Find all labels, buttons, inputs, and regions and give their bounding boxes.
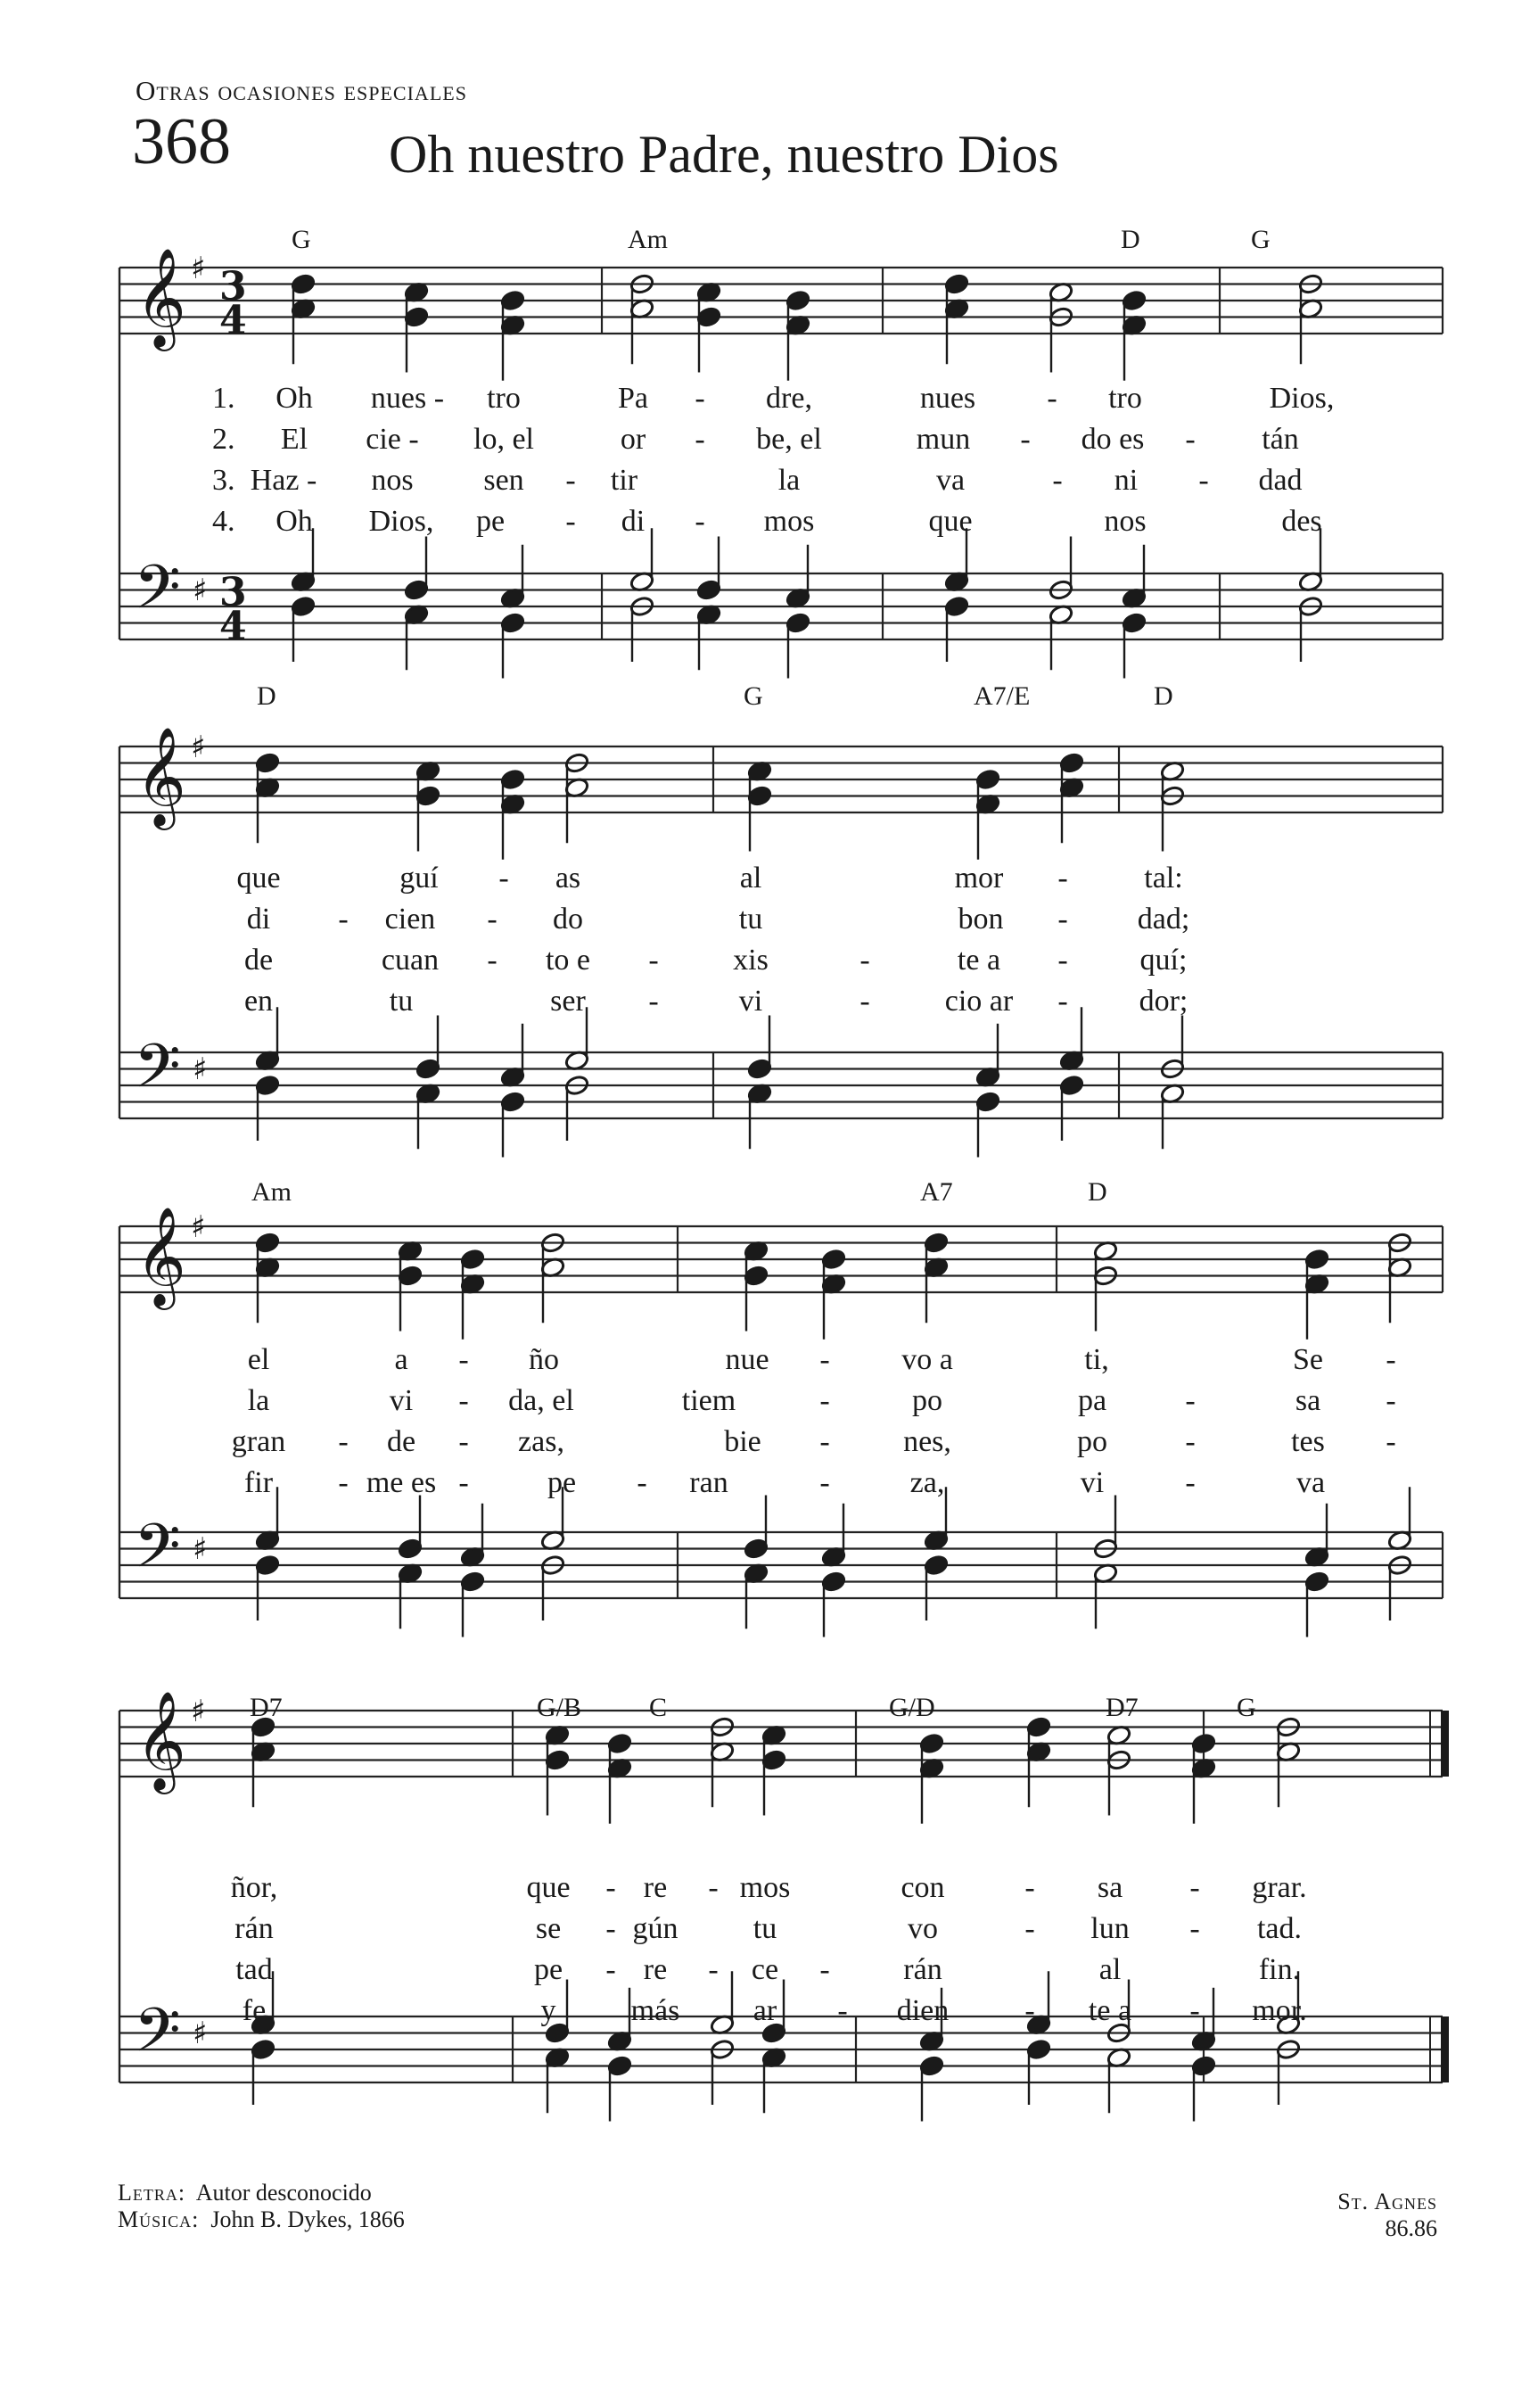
lyric-syllable: dien	[896, 1994, 950, 2027]
final-barline	[1441, 1711, 1449, 1777]
musica-value: John B. Dykes, 1866	[210, 2206, 405, 2232]
lyric-syllable: -	[1047, 382, 1057, 415]
lyric-syllable: vo a	[901, 1343, 953, 1376]
lyric-syllable: -	[565, 464, 576, 497]
bass-clef: 𝄢	[134, 1996, 181, 2081]
lyric-syllable: -	[819, 1953, 830, 1986]
lyric-syllable: -	[1185, 423, 1196, 456]
lyric-syllable: Oh	[276, 382, 313, 415]
lyric-syllable: fe	[242, 1994, 267, 2027]
lyric-syllable: El	[280, 423, 308, 456]
lyric-syllable: tir	[610, 464, 638, 497]
lyric-syllable: gran	[231, 1425, 286, 1458]
lyric-syllable: dad;	[1137, 903, 1190, 936]
lyric-syllable: di	[246, 903, 271, 936]
lyric-syllable: do	[553, 903, 583, 936]
lyric-syllable: ran	[689, 1466, 728, 1499]
lyric-syllable: -	[1198, 464, 1209, 497]
lyric-syllable: ti,	[1084, 1343, 1109, 1376]
lyric-syllable: a	[394, 1343, 408, 1376]
letra-label: Letra:	[118, 2180, 186, 2206]
lyric-syllable: va	[1295, 1466, 1326, 1499]
verse-number-1: 1.	[212, 382, 235, 415]
lyric-syllable: al	[1098, 1953, 1122, 1986]
lyric-syllable: que	[526, 1871, 571, 1904]
verse-number-3: 3.	[212, 464, 235, 497]
lyric-syllable: -	[708, 1871, 719, 1904]
lyric-syllable: rán	[903, 1953, 942, 1986]
lyric-syllable: nues	[919, 382, 976, 415]
lyric-syllable: vi	[738, 985, 763, 1018]
lyric-syllable: pa	[1077, 1384, 1107, 1417]
lyric-syllable: -	[1185, 1466, 1196, 1499]
lyric-syllable: Dios,	[1269, 382, 1335, 415]
section-title: Otras ocasiones especiales	[136, 75, 467, 106]
lyric-syllable: -	[1386, 1425, 1396, 1458]
key-signature-sharp: ♯	[191, 1209, 206, 1245]
lyric-syllable: dad	[1258, 464, 1303, 497]
lyric-syllable: -	[637, 1466, 647, 1499]
lyric-syllable: -	[458, 1466, 469, 1499]
lyric-syllable: zas,	[518, 1425, 564, 1458]
lyric-syllable: tán	[1262, 423, 1299, 456]
key-signature-sharp: ♯	[193, 1531, 208, 1567]
lyric-syllable: -	[695, 382, 705, 415]
lyric-syllable: -	[859, 985, 870, 1018]
lyric-syllable: que	[928, 505, 973, 538]
lyric-syllable: -	[1189, 1871, 1200, 1904]
lyric-syllable: -	[695, 505, 705, 538]
lyric-syllable: -	[605, 1953, 616, 1986]
lyric-syllable: -	[1024, 1994, 1035, 2027]
lyric-syllable: re	[643, 1871, 668, 1904]
lyric-syllable: que	[236, 862, 281, 895]
lyric-syllable: ce	[751, 1953, 779, 1986]
lyric-syllable: Pa	[618, 382, 648, 415]
lyric-syllable: de	[386, 1425, 416, 1458]
lyric-syllable: el	[247, 1343, 270, 1376]
treble-clef: 𝄞	[136, 247, 186, 347]
lyric-syllable: rán	[234, 1912, 274, 1945]
key-signature-sharp: ♯	[191, 1694, 206, 1729]
lyric-syllable: quí;	[1139, 944, 1188, 977]
lyric-syllable: pe	[533, 1953, 563, 1986]
bass-clef: 𝄢	[134, 1032, 181, 1117]
lyric-syllable: xis	[733, 944, 769, 977]
tune-info	[1337, 2189, 1437, 2242]
lyric-syllable: -	[648, 985, 659, 1018]
key-signature-sharp: ♯	[193, 573, 208, 608]
lyric-syllable: nos	[1104, 505, 1147, 538]
lyric-syllable: -	[338, 903, 349, 936]
final-barline	[1441, 2016, 1449, 2082]
lyric-syllable: mun	[916, 423, 971, 456]
lyric-syllable: vo	[908, 1912, 938, 1945]
hymn-number: 368	[132, 105, 231, 178]
lyric-syllable: -	[819, 1343, 830, 1376]
lyric-syllable: Se	[1293, 1343, 1323, 1376]
lyric-syllable: tro	[487, 382, 521, 415]
lyric-syllable: as	[555, 862, 581, 895]
lyric-syllable: ser	[550, 985, 586, 1018]
lyric-syllable: gún	[632, 1912, 679, 1945]
lyric-syllable: -	[1386, 1384, 1396, 1417]
lyric-syllable: vi	[1080, 1466, 1105, 1499]
chord-symbol: D7	[1106, 1693, 1139, 1722]
lyric-syllable: de	[243, 944, 274, 977]
lyric-syllable: -	[487, 903, 498, 936]
lyric-syllable: cien	[384, 903, 436, 936]
key-signature-sharp: ♯	[193, 2016, 208, 2051]
lyric-syllable: tad.	[1256, 1912, 1303, 1945]
lyric-syllable: -	[1189, 1912, 1200, 1945]
bass-clef: 𝄢	[134, 553, 181, 638]
lyric-syllable: -	[1024, 1912, 1035, 1945]
chord-symbol: D	[257, 681, 276, 711]
lyric-syllable: pe	[547, 1466, 577, 1499]
lyric-syllable: fin.	[1258, 1953, 1301, 1986]
lyric-syllable: -	[648, 944, 659, 977]
lyric-syllable: -	[1020, 423, 1031, 456]
lyric-syllable: nos	[371, 464, 414, 497]
lyric-syllable: con	[901, 1871, 945, 1904]
chord-symbol: G	[292, 225, 311, 254]
lyric-syllable: -	[1057, 944, 1068, 977]
lyric-syllable: be, el	[756, 423, 822, 456]
lyric-syllable: cio ar	[944, 985, 1014, 1018]
lyric-syllable: -	[1185, 1425, 1196, 1458]
lyric-syllable: ño	[529, 1343, 559, 1376]
lyric-syllable: cuan	[381, 944, 440, 977]
chord-symbol: A7/E	[974, 681, 1031, 711]
lyric-syllable: dre,	[766, 382, 812, 415]
credits	[118, 2180, 405, 2233]
key-signature-sharp: ♯	[191, 730, 206, 765]
chord-symbol: G	[1251, 225, 1271, 254]
chord-symbol: D	[1154, 681, 1173, 711]
musica-label: Música:	[118, 2206, 200, 2232]
meter: 86.86	[1385, 2215, 1437, 2241]
lyric-syllable: -	[338, 1466, 349, 1499]
bass-clef: 𝄢	[134, 1512, 181, 1596]
lyric-syllable: nues -	[370, 382, 445, 415]
chord-symbol: G/D	[889, 1693, 935, 1722]
lyric-syllable: -	[338, 1425, 349, 1458]
verse-number-4: 4.	[212, 505, 235, 538]
lyric-syllable: re	[643, 1953, 668, 1986]
lyric-syllable: al	[739, 862, 762, 895]
lyric-syllable: mos	[763, 505, 815, 538]
lyric-syllable: -	[605, 1912, 616, 1945]
chord-symbol: Am	[251, 1177, 292, 1207]
chord-symbol: D7	[250, 1693, 283, 1722]
lyric-syllable: cie -	[366, 423, 419, 456]
lyric-syllable: tu	[738, 903, 763, 936]
verse-number-2: 2.	[212, 423, 235, 456]
lyric-syllable: en	[243, 985, 274, 1018]
lyric-syllable: guí	[399, 862, 439, 895]
lyric-syllable: sa	[1097, 1871, 1123, 1904]
lyric-syllable: ñor,	[230, 1871, 278, 1904]
chord-symbol: C	[649, 1693, 668, 1722]
lyric-syllable: -	[1386, 1343, 1396, 1376]
lyric-syllable: do es	[1081, 423, 1145, 456]
lyric-syllable: te a	[1088, 1994, 1132, 2027]
lyric-syllable: -	[1024, 1871, 1035, 1904]
chord-symbol: Am	[628, 225, 668, 254]
lyric-syllable: po	[912, 1384, 942, 1417]
lyric-syllable: lo, el	[473, 423, 534, 456]
lyric-syllable: ar	[753, 1994, 777, 2027]
lyric-syllable: tad	[235, 1953, 273, 1986]
lyric-syllable: -	[498, 862, 509, 895]
lyric-syllable: grar.	[1252, 1871, 1307, 1904]
lyric-syllable: y	[540, 1994, 556, 2027]
lyric-syllable: -	[819, 1384, 830, 1417]
lyric-syllable: or	[620, 423, 646, 456]
lyric-syllable: la	[247, 1384, 270, 1417]
time-signature: 3	[219, 264, 247, 309]
lyric-syllable: sa	[1295, 1384, 1321, 1417]
lyric-syllable: más	[630, 1994, 680, 2027]
treble-clef: 𝄞	[136, 1206, 186, 1306]
lyric-syllable: tu	[389, 985, 414, 1018]
lyric-syllable: mos	[739, 1871, 791, 1904]
lyric-syllable: lun	[1090, 1912, 1130, 1945]
chord-symbol: D	[1121, 225, 1140, 254]
chord-symbol: A7	[920, 1177, 953, 1207]
chord-symbol: G/B	[537, 1693, 582, 1722]
lyric-syllable: mor.	[1252, 1994, 1307, 2027]
lyric-syllable: Haz -	[250, 464, 317, 497]
time-signature: 4	[219, 604, 247, 649]
lyric-syllable: -	[837, 1994, 848, 2027]
lyric-syllable: -	[458, 1343, 469, 1376]
lyric-syllable: pe	[475, 505, 506, 538]
lyric-syllable: za,	[909, 1466, 945, 1499]
lyric-syllable: va	[935, 464, 966, 497]
lyric-syllable: nes,	[903, 1425, 951, 1458]
lyric-syllable: te a	[957, 944, 1001, 977]
lyric-syllable: Dios,	[368, 505, 434, 538]
lyric-syllable: nue	[725, 1343, 769, 1376]
lyric-syllable: -	[1052, 464, 1063, 497]
treble-clef: 𝄞	[136, 1690, 186, 1790]
lyric-syllable: tal:	[1144, 862, 1183, 895]
lyric-syllable: vi	[389, 1384, 414, 1417]
lyric-syllable: tu	[753, 1912, 777, 1945]
lyric-syllable: sen	[483, 464, 524, 497]
lyric-syllable: -	[708, 1953, 719, 1986]
letra-value: Autor desconocido	[195, 2180, 372, 2206]
lyric-syllable: tiem	[681, 1384, 736, 1417]
lyric-syllable: -	[487, 944, 498, 977]
key-signature-sharp: ♯	[191, 251, 206, 286]
lyric-syllable: da, el	[508, 1384, 574, 1417]
lyric-syllable: fir	[243, 1466, 274, 1499]
lyric-syllable: -	[819, 1466, 830, 1499]
lyric-syllable: tes	[1291, 1425, 1325, 1458]
lyric-syllable: po	[1077, 1425, 1107, 1458]
lyric-syllable: -	[565, 505, 576, 538]
lyric-syllable: se	[535, 1912, 562, 1945]
lyric-syllable: tro	[1108, 382, 1142, 415]
chord-symbol: G	[1237, 1693, 1256, 1722]
lyric-syllable: ni	[1114, 464, 1139, 497]
lyric-syllable: -	[819, 1425, 830, 1458]
lyric-syllable: -	[458, 1425, 469, 1458]
lyric-syllable: dor;	[1139, 985, 1188, 1018]
chord-symbol: G	[744, 681, 763, 711]
lyric-syllable: -	[1057, 903, 1068, 936]
lyric-syllable: -	[695, 423, 705, 456]
chord-symbol: D	[1088, 1177, 1107, 1207]
tune-name: St. Agnes	[1337, 2189, 1437, 2214]
time-signature: 3	[219, 570, 247, 615]
lyric-syllable: me es	[366, 1466, 437, 1499]
lyric-syllable: di	[621, 505, 646, 538]
lyric-syllable: -	[605, 1871, 616, 1904]
lyric-syllable: des	[1281, 505, 1322, 538]
lyric-syllable: la	[777, 464, 801, 497]
lyric-syllable: -	[859, 944, 870, 977]
lyric-syllable: -	[458, 1384, 469, 1417]
treble-clef: 𝄞	[136, 726, 186, 826]
time-signature: 4	[219, 298, 247, 343]
lyric-syllable: bie	[724, 1425, 761, 1458]
lyric-syllable: -	[1057, 862, 1068, 895]
lyric-syllable: mor	[954, 862, 1004, 895]
lyric-syllable: to e	[545, 944, 591, 977]
lyric-syllable: -	[1185, 1384, 1196, 1417]
key-signature-sharp: ♯	[193, 1051, 208, 1087]
lyric-syllable: Oh	[276, 505, 313, 538]
lyric-syllable: bon	[958, 903, 1004, 936]
lyric-syllable: -	[1189, 1994, 1200, 2027]
lyric-syllable: -	[1057, 985, 1068, 1018]
hymn-title: Oh nuestro Padre, nuestro Dios	[389, 125, 1059, 184]
